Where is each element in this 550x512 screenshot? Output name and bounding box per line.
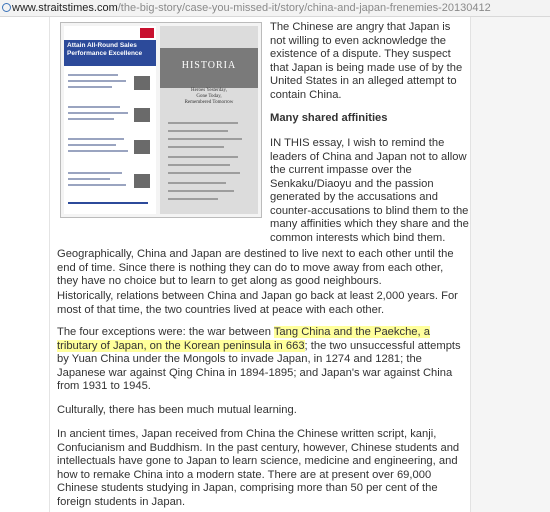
- ad-line: [168, 182, 226, 184]
- ad-line: [168, 138, 242, 140]
- ad-line: [168, 164, 230, 166]
- ad-left-column: [64, 26, 156, 214]
- paragraph-intro: The Chinese are angry that Japan is not willing to even acknowledge the existence of a dispute. They suspect that Japan is being made use of by the United States in an alleged attempt to contain China.: [270, 21, 463, 101]
- ad-thumbnail: [134, 108, 150, 122]
- ad-line: [168, 122, 238, 124]
- ad-line: [168, 172, 240, 174]
- ad-banner: Attain All-Round Sales Performance Excellence: [64, 40, 156, 66]
- ad-line: [168, 156, 238, 158]
- url-path: /the-big-story/case-you-missed-it/story/china-and-japan-frenemies-20130412: [117, 2, 491, 14]
- advertisement-image[interactable]: [60, 22, 262, 218]
- ad-right-column: [160, 26, 258, 214]
- ad-line: [168, 190, 234, 192]
- ad-line: [68, 178, 110, 180]
- ad-line: [68, 86, 112, 88]
- exceptions-text-before: The four exceptions were: the war between: [57, 326, 274, 338]
- paragraph-essay-start: [270, 137, 475, 245]
- ad-line: [168, 130, 228, 132]
- ad-line: [68, 150, 128, 152]
- ad-subtitle-line: Gone Today,: [196, 94, 222, 99]
- paragraph-ancient-times: In ancient times, Japan received from China the Chinese written script, kanji, Confucianism and Buddhism. In the past century, however, Chinese students and intellectuals have gone to Japan to learn science, medicine and engineering, and how to remake China into a modern state. There are at present over 69,000 Chinese students studying in Japan, comprising more than 50 per cent of the foreign students in Japan.: [57, 428, 460, 508]
- ad-panel-title: HISTORIA: [181, 60, 237, 71]
- ad-panel-subtitle: [160, 88, 258, 106]
- page-left-border: [49, 17, 50, 512]
- url-text: [12, 0, 491, 16]
- ad-line: [68, 106, 120, 108]
- ad-line: [68, 184, 126, 186]
- ad-line: [68, 74, 118, 76]
- ad-thumbnail: [134, 174, 150, 188]
- address-bar[interactable]: [0, 0, 550, 17]
- ad-logo: [140, 28, 154, 38]
- ad-line: [68, 202, 148, 204]
- section-heading: Many shared affinities: [270, 112, 388, 124]
- highlighted-text: Tang China and the Paekche, a tributary of Japan, on the Korean peninsula in 663: [57, 326, 430, 352]
- ad-line: [68, 118, 114, 120]
- paragraph-history: Historically, relations between China and Japan go back at least 2,000 years. For most of that time, the two countries lived at peace with each other.: [57, 290, 458, 316]
- globe-icon: [2, 3, 11, 12]
- exceptions-text-after: ; the two unsuccessful attempts by Yuan China under the Mongols to invade Japan, in 1274 and 1281; the Japanese war against Qing China in 1894-1895; and Japan's war against China from 1931 to 1945.: [57, 339, 461, 392]
- url-host: www.straitstimes.com: [12, 2, 118, 14]
- paragraph-essay-text: IN THIS essay, I wish to remind the leaders of China and Japan not to allow the current impasse over the Senkaku/Diaoyu and the passion generated by the accusations and counter-accusations to blind them to the many affinities which they share and the common interests which bind them.: [270, 137, 469, 244]
- ad-line: [168, 146, 224, 148]
- ad-subtitle-line: Remembered Tomorrow: [184, 100, 234, 105]
- ad-thumbnail: [134, 140, 150, 154]
- paragraph-exceptions: [57, 326, 467, 394]
- ad-line: [68, 172, 122, 174]
- ad-subtitle-line: Heroes Yesterday,: [191, 88, 227, 93]
- paragraph-culture: Culturally, there has been much mutual learning.: [57, 404, 297, 416]
- ad-line: [68, 138, 124, 140]
- ad-line: [68, 144, 116, 146]
- page-right-gutter: [470, 17, 550, 512]
- ad-thumbnail: [134, 76, 150, 90]
- ad-line: [68, 112, 128, 114]
- paragraph-geography: Geographically, China and Japan are destined to live next to each other until the end of time. Since there is nothing they can do to move away from each other, they have no choice but to learn to get along as good neighbours.: [57, 248, 454, 287]
- ad-line: [168, 198, 218, 200]
- ad-line: [68, 80, 126, 82]
